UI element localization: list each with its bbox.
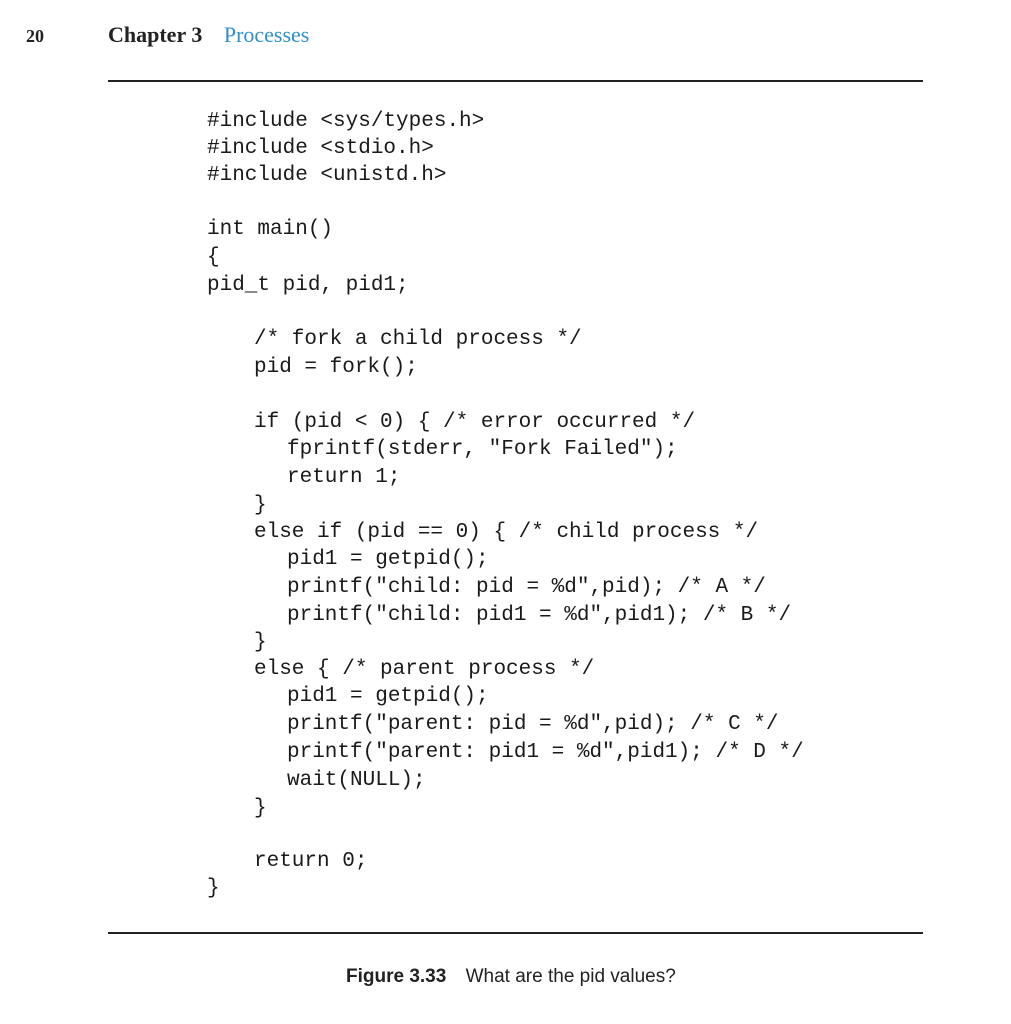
chapter-title: Processes xyxy=(223,22,310,47)
code-line: #include <stdio.h> xyxy=(207,137,434,160)
code-line: } xyxy=(254,494,267,517)
code-line: } xyxy=(254,631,267,654)
code-line: return 1; xyxy=(287,466,401,489)
figure-caption-text: What are the pid values? xyxy=(465,966,676,987)
code-line: wait(NULL); xyxy=(287,769,426,792)
chapter-label: Chapter 3 xyxy=(108,22,203,47)
code-line: printf("child: pid = %d",pid); /* A */ xyxy=(287,576,766,599)
code-line: } xyxy=(207,877,220,900)
code-line: else if (pid == 0) { /* child process */ xyxy=(254,521,759,544)
code-line: pid1 = getpid(); xyxy=(287,548,489,571)
code-line: pid = fork(); xyxy=(254,356,418,379)
code-line: printf("child: pid1 = %d",pid1); /* B */ xyxy=(287,604,792,627)
bottom-rule xyxy=(108,932,923,934)
code-line: return 0; xyxy=(254,850,368,873)
code-line: printf("parent: pid1 = %d",pid1); /* D */ xyxy=(287,741,804,764)
code-line: else { /* parent process */ xyxy=(254,658,595,681)
code-line: int main() xyxy=(207,218,334,241)
code-line: #include <sys/types.h> xyxy=(207,110,485,133)
code-line: fprintf(stderr, "Fork Failed"); xyxy=(287,438,678,461)
code-line: #include <unistd.h> xyxy=(207,164,447,187)
code-line: { xyxy=(207,246,220,269)
figure-label: Figure 3.33 xyxy=(346,966,447,987)
code-line: pid_t pid, pid1; xyxy=(207,274,409,297)
code-line: } xyxy=(254,797,267,820)
code-line: pid1 = getpid(); xyxy=(287,685,489,708)
code-line: if (pid < 0) { /* error occurred */ xyxy=(254,411,696,434)
code-line: /* fork a child process */ xyxy=(254,328,582,351)
page-number: 20 xyxy=(26,26,44,46)
code-line: printf("parent: pid = %d",pid); /* C */ xyxy=(287,713,779,736)
figure-caption xyxy=(346,966,676,988)
